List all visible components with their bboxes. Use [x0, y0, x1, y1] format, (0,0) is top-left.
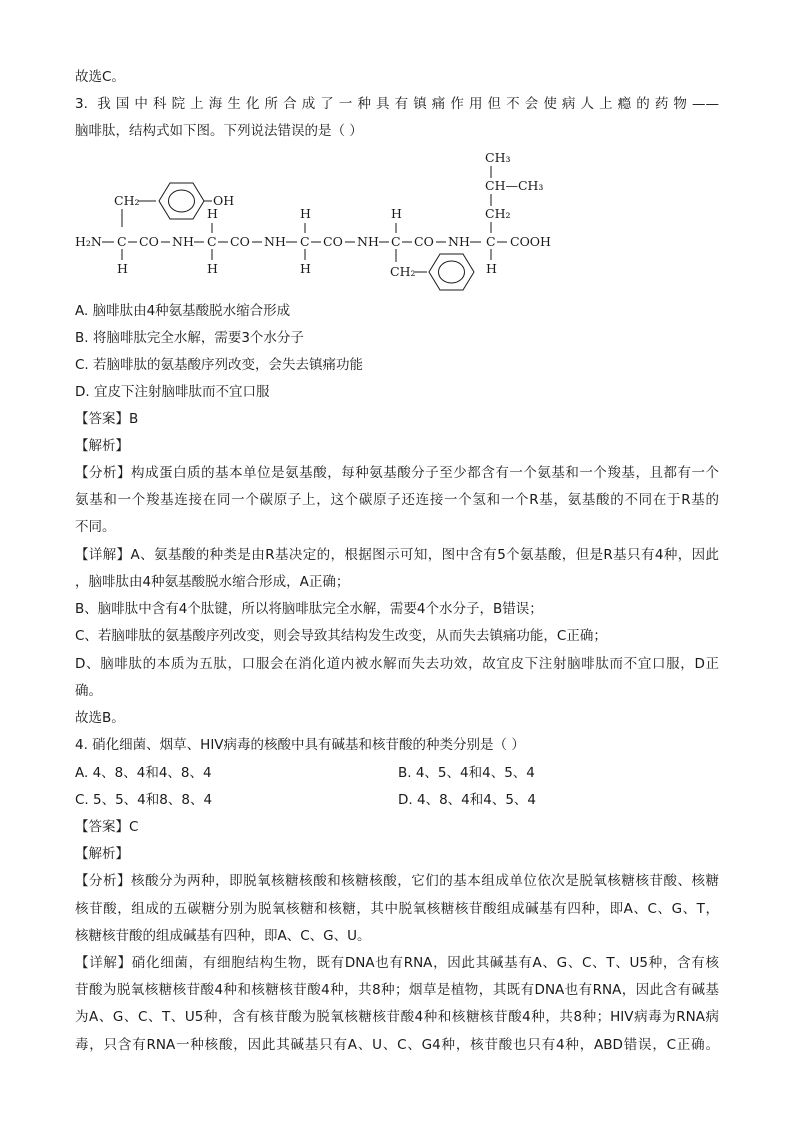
q3-fenxi-line3: 不同。 — [75, 519, 116, 535]
q3-analysis-label: 【解析】 — [75, 438, 129, 454]
q3-xiangjie-line2: ，脑啡肽由4种氨基酸脱水缩合形成，A正确； — [75, 574, 350, 590]
ch3-top: CH₃ — [485, 150, 511, 165]
amide-nh-3: NH — [357, 234, 379, 249]
ch2-tyr: CH₂ — [114, 193, 140, 208]
carbonyl-1: CO — [139, 234, 159, 249]
q3-xiangjie-line1: 【详解】A、氨基酸的种类是由R基决定的，根据图示可知，图中含有5个氨基酸，但是R基只有4种，因此 — [75, 547, 719, 563]
q2-conclusion: 故选C。 — [75, 69, 125, 85]
carbonyl-3: CO — [323, 234, 343, 249]
h-lower-5: H — [486, 261, 497, 276]
q4-option-c: C. 5、5、4和8、8、4 — [75, 792, 213, 808]
q4-fenxi-line1: 【分析】核酸分为两种，即脱氧核糖核酸和核糖核酸，它们的基本组成单位依次是脱氧核糖核苷酸、核糖 — [75, 873, 719, 889]
ch2-leu: CH₂ — [485, 206, 511, 221]
amide-nh-4: NH — [448, 234, 470, 249]
amide-nh-2: NH — [264, 234, 286, 249]
h-upper-3: H — [300, 206, 311, 221]
carboxyl-group: COOH — [510, 234, 551, 249]
q3-fenxi-line2: 氨基和一个羧基连接在同一个碳原子上，这个碳原子还连接一个氢和一个R基，氨基酸的不同在于R基的 — [75, 492, 719, 508]
q3-xiangjie-line6: 确。 — [75, 683, 102, 699]
q3-stem-line2: 脑啡肽，结构式如下图。下列说法错误的是（ ） — [75, 123, 363, 139]
alpha-carbon-3: C — [300, 234, 310, 249]
q4-analysis-label: 【解析】 — [75, 846, 129, 862]
q3-xiangjie-line5: D、脑啡肽的本质为五肽，口服会在消化道内被水解而失去功效，故宜皮下注射脑啡肽而不宜口服，D正 — [75, 656, 719, 672]
q3-xiangjie-line3: B、脑啡肽中含有4个肽键，所以将脑啡肽完全水解，需要4个水分子，B错误； — [75, 601, 543, 617]
h-lower-3: H — [300, 261, 311, 276]
carbonyl-2: CO — [230, 234, 250, 249]
q4-option-d: D. 4、8、4和4、5、4 — [398, 792, 537, 808]
oh-group: OH — [213, 193, 235, 208]
enkephalin-structure — [70, 145, 570, 295]
q3-answer — [75, 410, 138, 428]
q4-fenxi-line2: 核苷酸，组成的五碳糖分别为脱氧核糖和核糖，其中脱氧核糖核苷酸组成碱基有四种，即A、C、G、T， — [75, 901, 719, 917]
phe-benzene-ring — [429, 254, 474, 290]
q4-fenxi-line3: 核糖核苷酸的组成碱基有四种，即A、C、G、U。 — [75, 928, 371, 944]
q4-option-a: A. 4、8、4和4、8、4 — [75, 765, 212, 781]
q3-stem-line1: 3. 我国中科院上海生化所合成了一种具有镇痛作用但不会使病人上瘾的药物—— — [75, 96, 719, 112]
h-upper-2: H — [207, 206, 218, 221]
q4-stem: 4. 硝化细菌、烟草、HIV病毒的核酸中具有碱基和核苷酸的种类分别是（ ） — [75, 737, 525, 753]
q3-fenxi-line1: 【分析】构成蛋白质的基本单位是氨基酸，每种氨基酸分子至少都含有一个氨基和一个羧基，且都有一个 — [75, 465, 719, 481]
q3-conclusion: 故选B。 — [75, 710, 125, 726]
answer-value: C — [129, 819, 139, 835]
answer-label: 【答案】 — [75, 819, 129, 835]
q4-xiangjie-line4: 毒，只含有RNA一种核酸，因此其碱基只有A、U、C、G4种，核苷酸也只有4种，ABD错误，C正确。 — [75, 1037, 719, 1053]
ch-branch: CH—CH₃ — [485, 178, 544, 193]
answer-value: B — [129, 411, 139, 427]
q3-option-a: A. 脑啡肽由4种氨基酸脱水缩合形成 — [75, 303, 291, 319]
q4-xiangjie-line1: 【详解】硝化细菌，有细胞结构生物，既有DNA也有RNA，因此其碱基有A、G、C、T、U5种，含有核 — [75, 955, 719, 971]
alpha-carbon-2: C — [207, 234, 217, 249]
h-upper-4: H — [391, 206, 402, 221]
q3-option-d: D. 宜皮下注射脑啡肽而不宜口服 — [75, 384, 270, 400]
alpha-carbon-1: C — [117, 234, 127, 249]
q3-option-b: B. 将脑啡肽完全水解，需要3个水分子 — [75, 330, 304, 346]
alpha-carbon-4: C — [391, 234, 401, 249]
alpha-carbon-5: C — [486, 234, 496, 249]
q4-xiangjie-line3: 为A、G、C、T、U5种，含有核苷酸为脱氧核糖核苷酸4种和核糖核苷酸4种，共8种；HIV病毒为RNA病 — [75, 1009, 719, 1025]
h2n-group: H₂N — [75, 234, 102, 249]
q4-xiangjie-line2: 苷酸为脱氧核糖核苷酸4种和核糖核苷酸4种，共8种；烟草是植物，其既有DNA也有RNA，因此含有碱基 — [75, 982, 719, 998]
answer-label: 【答案】 — [75, 411, 129, 427]
tyr-benzene-ring — [159, 183, 204, 219]
h-lower-2: H — [207, 261, 218, 276]
q3-option-c: C. 若脑啡肽的氨基酸序列改变，会失去镇痛功能 — [75, 357, 364, 373]
amide-nh-1: NH — [172, 234, 194, 249]
carbonyl-4: CO — [414, 234, 434, 249]
ch2-phe: CH₂ — [390, 264, 416, 279]
q4-answer — [75, 818, 138, 836]
q3-xiangjie-line4: C、若脑啡肽的氨基酸序列改变，则会导致其结构发生改变，从而失去镇痛功能，C正确； — [75, 628, 607, 644]
q4-option-b: B. 4、5、4和4、5、4 — [398, 765, 535, 781]
h-lower-1: H — [117, 261, 128, 276]
